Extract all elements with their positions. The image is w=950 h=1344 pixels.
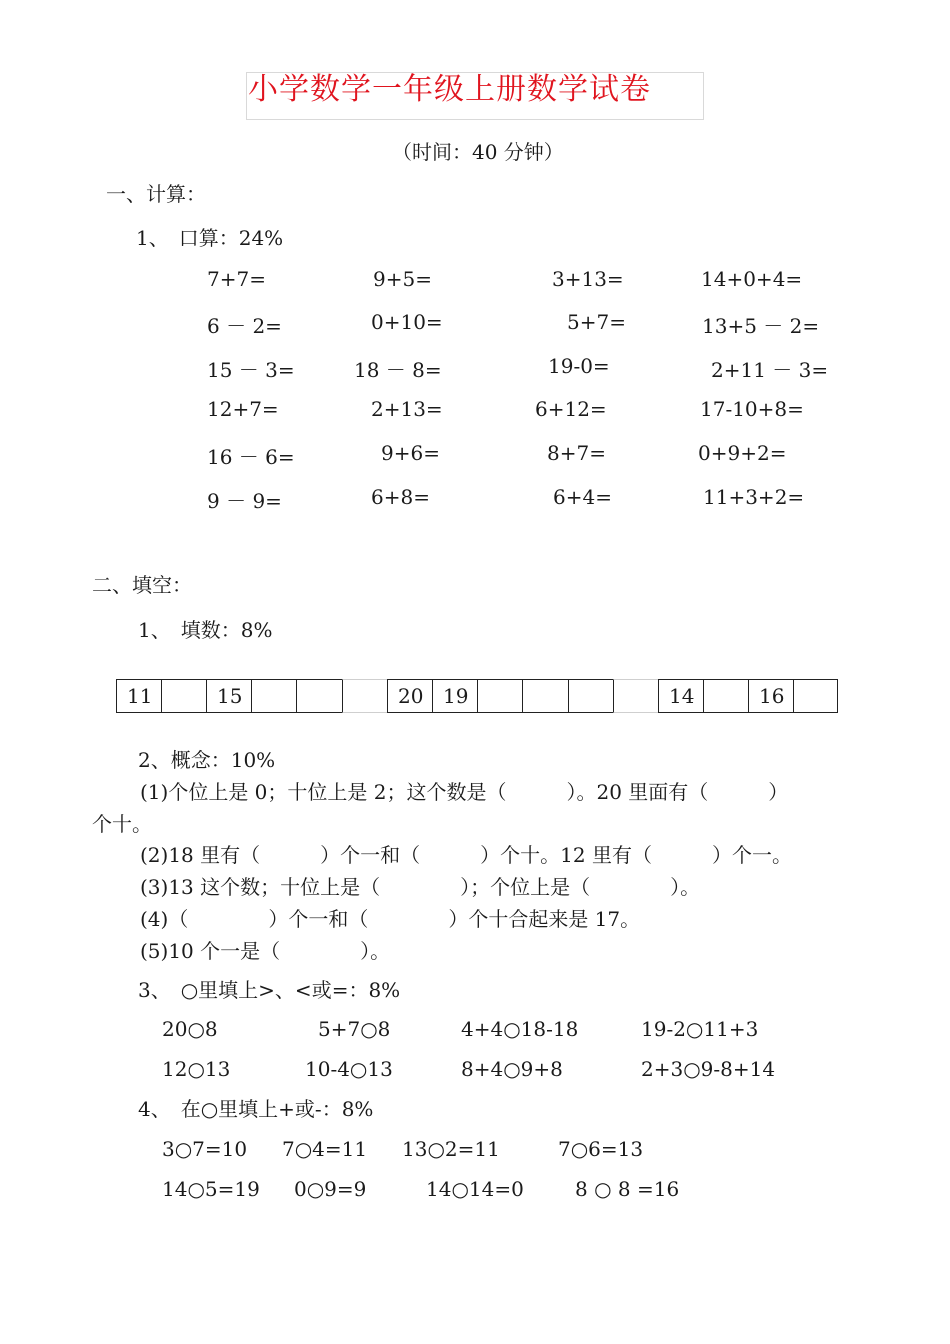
calc-problem: 8+7= xyxy=(547,441,606,465)
number-line-boxes xyxy=(116,679,838,715)
calc-problem: 2+11 － 3= xyxy=(711,358,829,382)
number-box: 19 xyxy=(432,679,477,713)
calc-problem: 11+3+2= xyxy=(703,485,805,509)
compare-problem: 4+4○18-18 xyxy=(461,1017,579,1041)
calc-problem: 9 － 9= xyxy=(207,489,282,513)
concept-item: (2)18 里有（ ）个一和（ ）个十。12 里有（ ）个一。 xyxy=(140,843,792,867)
calc-problem: 0+9+2= xyxy=(698,441,787,465)
calc-problem: 17-10+8= xyxy=(700,397,804,421)
compare-problem: 8+4○9+8 xyxy=(461,1057,563,1081)
concept-item: (5)10 个一是（ ）。 xyxy=(140,939,391,963)
operator-label: 4、 在○里填上+或-：8% xyxy=(138,1097,374,1121)
number-box[interactable] xyxy=(161,679,206,713)
compare-problem: 10-4○13 xyxy=(305,1057,393,1081)
page-title: 小学数学一年级上册数学试卷 xyxy=(248,72,651,107)
calc-problem: 12+7= xyxy=(207,397,279,421)
number-box[interactable] xyxy=(296,679,342,713)
operator-problem: 0○9=9 xyxy=(294,1177,367,1201)
number-box: 16 xyxy=(748,679,793,713)
number-box[interactable] xyxy=(477,679,522,713)
number-box-gap xyxy=(613,679,658,713)
calc-problem: 18 － 8= xyxy=(354,358,442,382)
concept-item: (3)13 这个数；十位上是（ ）；个位上是（ ）。 xyxy=(140,875,701,899)
compare-problem: 12○13 xyxy=(162,1057,231,1081)
calc-problem: 6+8= xyxy=(371,485,430,509)
concept-item: (1)个位上是 0；十位上是 2；这个数是（ ）。20 里面有（ ） xyxy=(140,780,789,804)
calc-problem: 6+12= xyxy=(535,397,607,421)
number-box[interactable] xyxy=(251,679,296,713)
concept-item: (4)（ ）个一和（ ）个十合起来是 17。 xyxy=(140,907,641,931)
number-box[interactable] xyxy=(793,679,838,713)
operator-problem: 8 ○ 8 =16 xyxy=(575,1177,680,1201)
section1-heading: 一、计算： xyxy=(106,182,206,206)
operator-problem: 13○2=11 xyxy=(402,1137,500,1161)
operator-problem: 14○14=0 xyxy=(426,1177,524,1201)
compare-problem: 19-2○11+3 xyxy=(641,1017,759,1041)
concept-item: 个十。 xyxy=(92,812,152,836)
number-box[interactable] xyxy=(703,679,748,713)
calc-problem: 14+0+4= xyxy=(701,267,803,291)
number-box[interactable] xyxy=(522,679,568,713)
compare-problem: 5+7○8 xyxy=(318,1017,391,1041)
calc-problem: 19-0= xyxy=(548,354,610,378)
calc-problem: 5+7= xyxy=(567,310,626,334)
compare-label: 3、 ○里填上>、<或=：8% xyxy=(138,978,401,1002)
calc-problem: 6 － 2= xyxy=(207,314,282,338)
concept-label: 2、概念：10% xyxy=(138,748,276,772)
number-box: 14 xyxy=(658,679,703,713)
calc-problem: 3+13= xyxy=(552,267,624,291)
number-box-gap xyxy=(342,679,387,713)
fill-number-label: 1、 填数：8% xyxy=(138,618,273,642)
q1-label: 1、 口算：24% xyxy=(136,226,284,250)
calc-problem: 9+6= xyxy=(381,441,440,465)
operator-problem: 14○5=19 xyxy=(162,1177,260,1201)
operator-problem: 7○6=13 xyxy=(558,1137,644,1161)
calc-problem: 13+5 － 2= xyxy=(702,314,820,338)
number-box: 11 xyxy=(116,679,161,713)
number-box: 15 xyxy=(206,679,251,713)
compare-problem: 2+3○9-8+14 xyxy=(641,1057,776,1081)
operator-problem: 3○7=10 xyxy=(162,1137,248,1161)
operator-problem: 7○4=11 xyxy=(282,1137,368,1161)
section2-heading: 二、填空： xyxy=(92,573,192,597)
compare-problem: 20○8 xyxy=(162,1017,218,1041)
calc-problem: 2+13= xyxy=(371,397,443,421)
calc-problem: 0+10= xyxy=(371,310,443,334)
calc-problem: 6+4= xyxy=(553,485,612,509)
number-box: 20 xyxy=(387,679,432,713)
calc-problem: 16 － 6= xyxy=(207,445,295,469)
calc-problem: 15 － 3= xyxy=(207,358,295,382)
number-box[interactable] xyxy=(568,679,613,713)
calc-problem: 7+7= xyxy=(207,267,266,291)
calc-problem: 9+5= xyxy=(373,267,432,291)
time-limit: （时间：40 分钟） xyxy=(392,140,564,164)
